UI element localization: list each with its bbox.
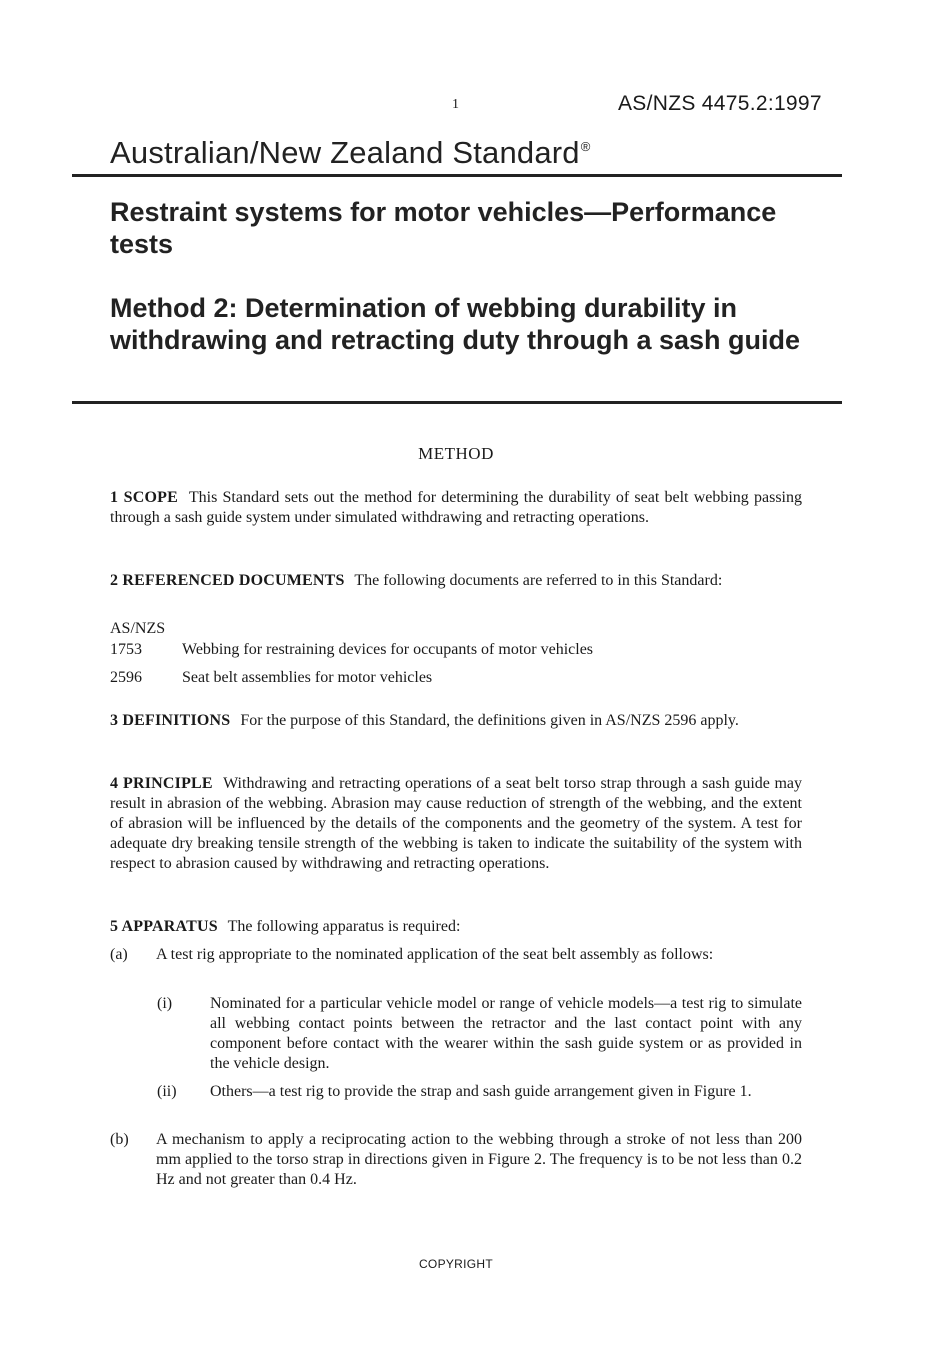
clause-text: The following documents are referred to in this Standard:	[354, 572, 723, 589]
document-title: Restraint systems for motor vehicles—Performance tests	[110, 197, 777, 259]
item-label: (ii)	[157, 1083, 177, 1100]
item-text: A test rig appropriate to the nominated application of the seat belt assembly as follows:	[156, 946, 714, 963]
clause-heading: 2 REFERENCED DOCUMENTS	[110, 572, 345, 589]
reference-row	[110, 640, 593, 660]
registered-mark: ®	[580, 139, 591, 154]
clause-text: For the purpose of this Standard, the definitions given in AS/NZS 2596 apply.	[240, 712, 739, 729]
reference-number: 1753	[110, 641, 142, 658]
standard-series-title	[110, 135, 591, 171]
reference-number: 2596	[110, 669, 142, 686]
reference-title: Seat belt assemblies for motor vehicles	[182, 669, 433, 686]
clause-definitions	[110, 711, 802, 731]
clause-referenced-documents	[110, 571, 802, 591]
page-number: 1	[452, 97, 459, 112]
header-rule	[72, 174, 842, 177]
item-label: (i)	[157, 995, 173, 1012]
clause-heading: 5 APPARATUS	[110, 918, 218, 935]
apparatus-subitem-ii	[157, 1082, 802, 1122]
clause-heading: 3 DEFINITIONS	[110, 712, 231, 729]
apparatus-item-b	[110, 1130, 802, 1190]
item-text: Others—a test rig to provide the strap and sash guide arrangement given in Figure 1.	[210, 1083, 752, 1100]
item-label: (a)	[110, 946, 128, 963]
apparatus-item-a	[110, 945, 802, 985]
copyright-footer: COPYRIGHT	[418, 1257, 494, 1271]
clause-heading: 1 SCOPE	[110, 489, 178, 506]
item-text: Nominated for a particular vehicle model or range of vehicle models—a test rig to simulate all webbing contact points between the retractor and the last contact point with any component before contact with the wearer within the sash guide system or as provided in the vehicle design.	[210, 995, 802, 1072]
clause-scope	[110, 488, 802, 528]
item-label: (b)	[110, 1131, 129, 1148]
reference-title: Webbing for restraining devices for occupants of motor vehicles	[182, 641, 594, 658]
clause-text: Withdrawing and retracting operations of a seat belt torso strap through a sash guide may result in abrasion of the webbing. Abrasion may cause reduction of strength of the webbing, and the extent of abrasion will be influenced by the details of the components and the geometry of the system. A test for adequate dry breaking tensile strength of the webbing is taken to indicate the suitability of the system with respect to abrasion caused by withdrawing and retracting operations.	[110, 775, 802, 872]
clause-text: This Standard sets out the method for determining the durability of seat belt webbing passing through a sash guide system under simulated withdrawing and retracting operations.	[110, 489, 803, 526]
section-heading: METHOD	[418, 444, 494, 463]
title-rule	[72, 401, 842, 404]
clause-principle	[110, 774, 802, 874]
clause-text: The following apparatus is required:	[227, 918, 461, 935]
series-title-text: Australian/New Zealand Standard	[110, 135, 580, 170]
method-title: Method 2: Determination of webbing durability in withdrawing and retracting duty through a sash guide	[110, 293, 801, 355]
apparatus-subitem-i	[157, 994, 802, 1074]
clause-apparatus	[110, 917, 802, 937]
item-text: A mechanism to apply a reciprocating action to the webbing through a stroke of not less than 200 mm applied to the torso strap in directions given in Figure 2. The frequency is to be not less than 0.2 Hz and not greater than 0.4 Hz.	[156, 1131, 802, 1188]
standard-code: AS/NZS 4475.2:1997	[618, 92, 822, 115]
reference-group-label: AS/NZS	[110, 620, 166, 637]
clause-heading: 4 PRINCIPLE	[110, 775, 213, 792]
reference-row	[110, 668, 432, 688]
